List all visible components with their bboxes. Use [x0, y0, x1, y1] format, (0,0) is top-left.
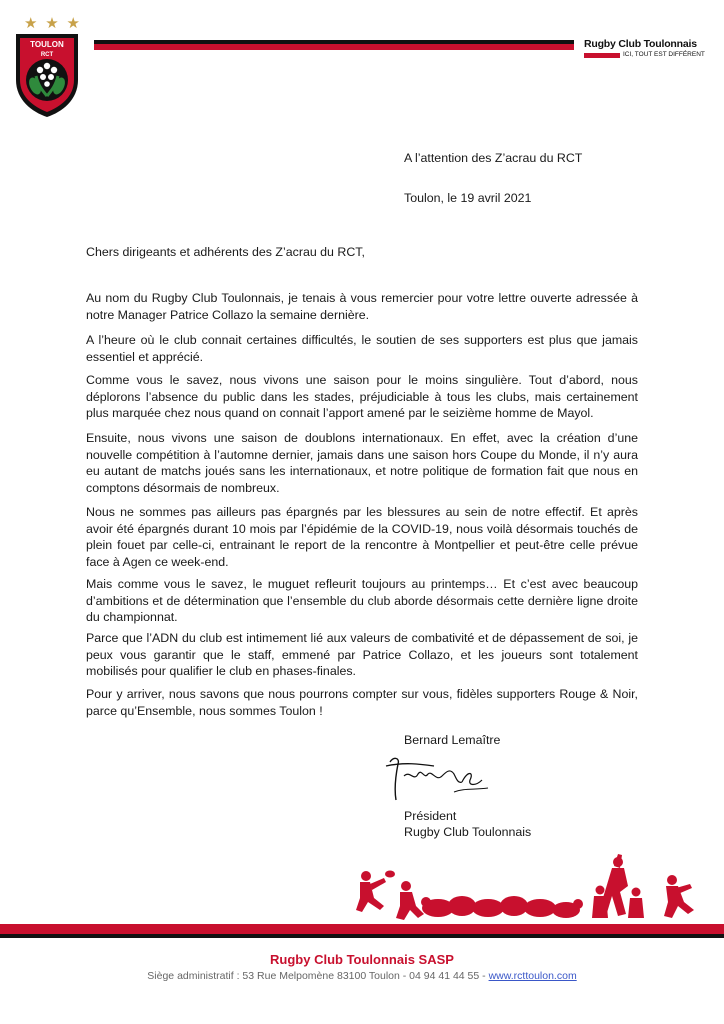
- footer-rule-red: [0, 924, 724, 934]
- star-icon: ★: [24, 14, 38, 32]
- star-icon: ★: [45, 14, 59, 32]
- footer-address: Siège administratif : 53 Rue Melpomène 83100 Toulon - 04 94 41 44 55 -: [147, 970, 489, 982]
- slogan-accent-bar: [584, 53, 620, 58]
- brand-name: Rugby Club Toulonnais: [584, 38, 697, 50]
- paragraph-7: Parce que l’ADN du club est intimement lié aux valeurs de combativité et de dépassement de soi, je peux vous garantir que le staff, emmené par Patrice Collazo, et les joueurs sont totalement mobilisés pour qualifier le club en phases-finales.: [86, 631, 638, 678]
- paragraph-3: Comme vous le savez, nous vivons une saison pour le moins singulière. Tout d’abord, nous déplorons l’absence du public dans les stades, préjudiciable à tous les clubs, mais certainement plus marquée chez nous quand on connait l’apport amené par le seizième homme de Mayol.: [86, 373, 638, 420]
- header-brand: [584, 38, 714, 59]
- handwritten-signature: [384, 752, 494, 802]
- paragraph-6: Mais comme vous le savez, le muguet refleurit toujours au printemps… Et c’est avec beaucoup d’ambitions et de détermination que l’ensemble du club aborde désormais cette dernière ligne droite du championnat.: [86, 577, 638, 624]
- rugby-players-silhouette-illustration: [0, 852, 724, 924]
- paragraph-2: A l’heure où le club connait certaines difficultés, le soutien de ses supporters est plus que jamais essentiel et apprécié.: [86, 333, 638, 364]
- recipient-line: A l’attention des Z’acrau du RCT: [404, 151, 583, 165]
- header-rule-red: [94, 44, 574, 50]
- paragraph-5: Nous ne sommes pas ailleurs pas épargnés par les blessures au sein de notre effectif. Et après avoir été épargnés durant 10 mois par l’épidémie de la COVID-19, nous voilà désormais touchés de plein fouet par celle-ci, entrainant le report de la rencontre à Montpellier et peut-être celle prévue face à Agen ce week-end.: [86, 505, 638, 569]
- signer-name: Bernard Lemaître: [404, 733, 501, 747]
- paragraph-4: Ensuite, nous vivons une saison de doublons internationaux. En effet, avec la création d’une nouvelle compétition à l’automne dernier, jamais dans une saison hors Coupe du Monde, il n’y aura eu autant de matchs joués sans les internationaux, et notre politique de formation fait que nous en comptons désormais de nombreux.: [86, 431, 638, 495]
- signer-title: Président: [404, 809, 457, 823]
- footer-address-line: [0, 970, 724, 982]
- place-date: Toulon, le 19 avril 2021: [404, 191, 532, 205]
- crest-label-toulon: TOULON: [30, 40, 64, 49]
- footer-website-link[interactable]: www.rcttoulon.com: [488, 970, 577, 982]
- brand-slogan: ICI, TOUT EST DIFFÉRENT: [623, 51, 705, 58]
- star-icon: ★: [66, 14, 80, 32]
- paragraph-8: Pour y arriver, nous savons que nous pourrons compter sur vous, fidèles supporters Rouge & Noir, parce qu’Ensemble, nous sommes Toulon !: [86, 687, 638, 718]
- crest-label-rct: RCT: [40, 52, 54, 58]
- footer-rule-black: [0, 934, 724, 938]
- salutation: Chers dirigeants et adhérents des Z’acrau du RCT,: [86, 245, 365, 259]
- paragraph-1: Au nom du Rugby Club Toulonnais, je tenais à vous remercier pour votre lettre ouverte adressée à notre Manager Patrice Collazo la semaine dernière.: [86, 291, 638, 322]
- footer-company-name: Rugby Club Toulonnais SASP: [270, 952, 454, 967]
- signer-organization: Rugby Club Toulonnais: [404, 825, 532, 839]
- rct-crest-logo: [14, 30, 80, 118]
